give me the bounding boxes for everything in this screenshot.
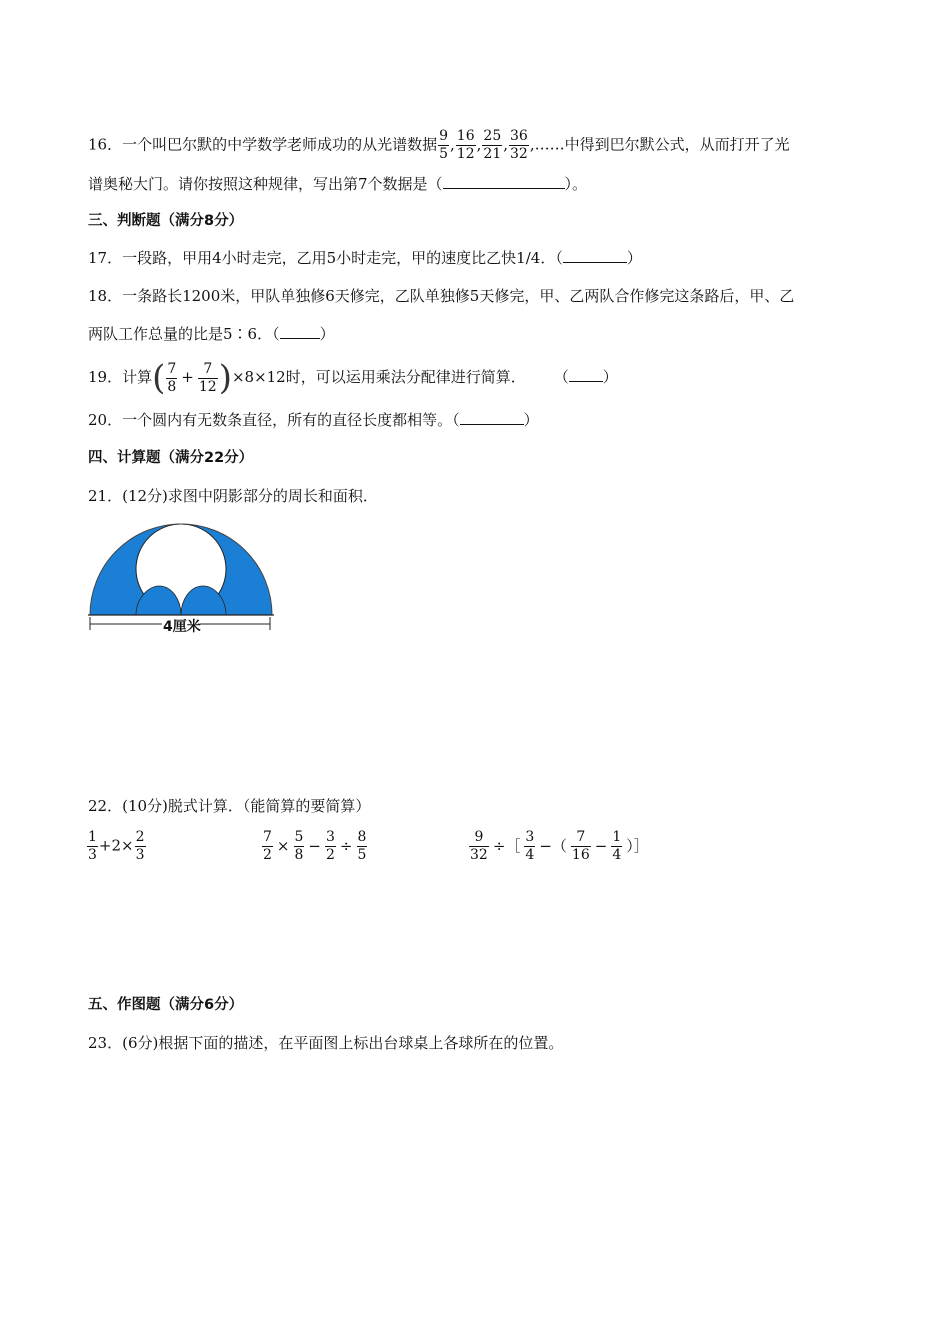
- section-5-heading: 五、作图题（满分6分）: [88, 997, 244, 1013]
- q16-text-2: 中得到巴尔默公式，从而打开了光: [564, 135, 790, 154]
- q16-fraction-2: $\frac{16}{12}$: [456, 128, 475, 162]
- q19-fraction-2: $\frac{7}{12}$: [198, 360, 217, 395]
- q22-expression-2: $\frac{7}{2}$ × $\frac{5}{8}$ − $\frac{3}{2}$ ÷ $\frac{8}{5}$: [263, 829, 367, 863]
- question-20: 20．一个圆内有无数条直径，所有的直径长度都相等。（ ）: [88, 411, 539, 429]
- question-19: 19．计算( $\frac{7}{8}$ + $\frac{7}{12}$ )×8×12时，可以运用乘法分配律进行简算． （ ）: [88, 358, 618, 398]
- question-18-line-1: 18．一条路长1200米，甲队单独修6天修完，乙队单独修5天修完，甲、乙两队合作修完这条路后，甲、乙: [88, 287, 795, 305]
- q19-answer-blank[interactable]: [569, 367, 603, 382]
- q17-answer-blank[interactable]: [563, 248, 627, 263]
- q16-fraction-1: $\frac{9}{5}$: [439, 128, 449, 162]
- q16-answer-blank[interactable]: [443, 174, 565, 189]
- question-16-line-2: 谱奥秘大门。请你按照这种规律，写出第7个数据是（ ）。: [88, 175, 588, 193]
- question-21: 21．(12分)求图中阴影部分的周长和面积．: [88, 487, 378, 505]
- q21-shaded-region: [90, 524, 272, 615]
- section-3-heading: 三、判断题（满分8分）: [88, 213, 244, 229]
- question-17: 17．一段路，甲用4小时走完，乙用5小时走完，甲的速度比乙快1/4．（ ）: [88, 249, 642, 267]
- q19-fraction-1: $\frac{7}{8}$: [167, 360, 177, 395]
- q16-fraction-3: $\frac{25}{21}$: [483, 128, 502, 162]
- q16-text-1: 16．一个叫巴尔默的中学数学老师成功的从光谱数据: [88, 135, 438, 154]
- q19-left-paren: (: [152, 358, 166, 398]
- q21-lower-petals: [136, 586, 226, 615]
- q19-right-paren: ): [218, 358, 232, 398]
- q21-dimension-label: 4厘米: [163, 619, 201, 635]
- section-4-heading: 四、计算题（满分22分）: [88, 450, 254, 466]
- q18-answer-blank[interactable]: [280, 324, 320, 339]
- q22-expression-1: $\frac{1}{3}$ +2× $\frac{2}{3}$: [88, 829, 145, 863]
- q16-ellipsis: ……: [534, 135, 565, 154]
- q22-expression-3: $\frac{9}{32}$ ÷［ $\frac{3}{4}$ −（ $\frac{7}{16}$ − $\frac{1}{4}$ ）］: [470, 829, 649, 863]
- q20-answer-blank[interactable]: [460, 410, 524, 425]
- q16-fraction-4: $\frac{36}{32}$: [510, 128, 528, 162]
- question-22: 22．(10分)脱式计算．（能简算的要简算）: [88, 797, 371, 815]
- question-23: 23．(6分)根据下面的描述，在平面图上标出台球桌上各球所在的位置。: [88, 1034, 564, 1052]
- question-18-line-2: 两队工作总量的比是5∶6．（ ）: [88, 325, 335, 343]
- question-16-line-1: 16．一个叫巴尔默的中学数学老师成功的从光谱数据 $\frac{9}{5}$ , $\frac{16}{12}$ , $\frac{25}{21}$ , $\frac{36}{32}$ ,……中得到巴尔默公式，从而打开了光: [88, 128, 790, 162]
